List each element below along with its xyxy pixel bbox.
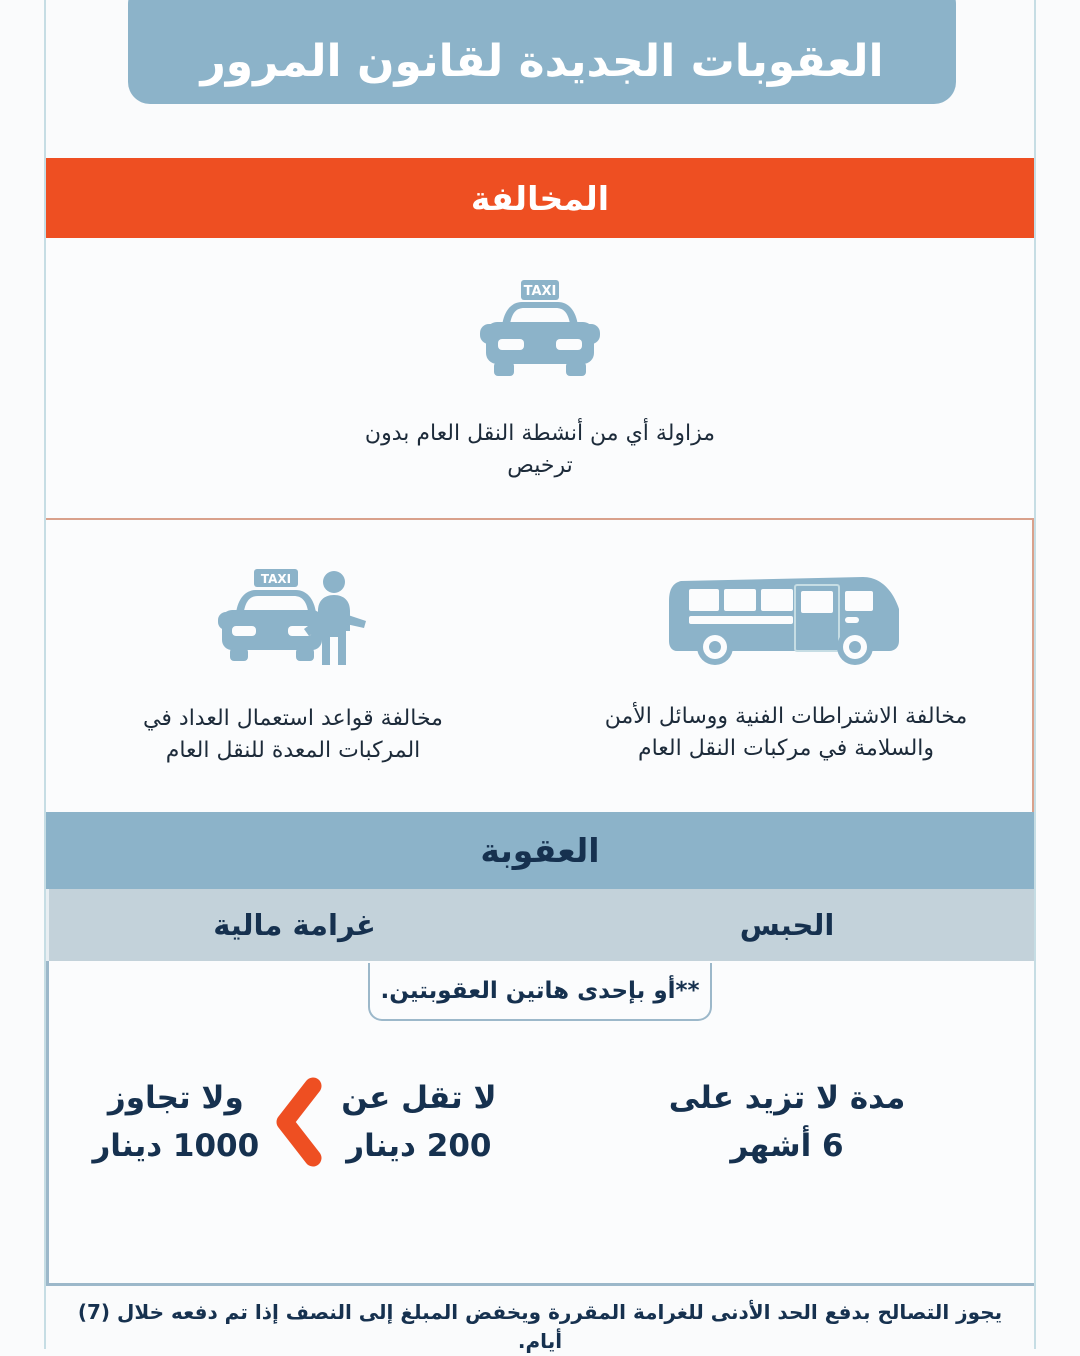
violation-caption: مخالفة الاشتراطات الفنية ووسائل الأمن والسلامة في مركبات النقل العام bbox=[604, 704, 968, 761]
penalty-jail-line2: 6 أشهر bbox=[730, 1128, 844, 1164]
footer-note-text: يجوز التصالح بدفع الحد الأدنى للغرامة المقررة ويخفض المبلغ إلى النصف إذا تم دفعه خلال (7) أيام. bbox=[77, 1300, 1003, 1353]
penalty-fine-max bbox=[92, 1074, 259, 1170]
violation-item-full bbox=[46, 238, 1034, 520]
footer-divider bbox=[46, 1283, 1034, 1286]
footer-note bbox=[46, 1292, 1034, 1353]
penalty-section-header bbox=[46, 812, 1034, 889]
penalty-note-text: **أو بإحدى هاتين العقوبتين. bbox=[380, 978, 700, 1004]
violation-section-label: المخالفة bbox=[470, 178, 610, 218]
penalty-fine-max-line1: ولا تجاوز bbox=[107, 1079, 244, 1116]
penalty-jail-value bbox=[669, 1074, 906, 1170]
page-title: العقوبات الجديدة لقانون المرور bbox=[200, 36, 884, 87]
page-title-banner bbox=[128, 0, 956, 104]
penalty-section-label: العقوبة bbox=[480, 831, 600, 870]
penalty-column-header-fine: غرامة مالية bbox=[46, 889, 540, 961]
taxi-front-icon bbox=[480, 274, 600, 384]
violation-item-bus bbox=[540, 520, 1034, 812]
violation-caption: مخالفة قواعد استعمال العداد في المركبات المعدة للنقل العام bbox=[143, 706, 443, 763]
violation-item-pair bbox=[46, 520, 1034, 812]
penalty-fine-min bbox=[341, 1074, 496, 1170]
penalty-jail-line1: مدة لا تزيد على bbox=[668, 1079, 906, 1116]
violation-item-meter bbox=[46, 520, 540, 812]
penalty-column-headers bbox=[46, 889, 1034, 961]
chevron-left-icon bbox=[273, 1076, 327, 1168]
penalty-fine-min-line1: لا تقل عن bbox=[341, 1079, 497, 1116]
violation-caption: مزاولة أي من أنشطة النقل العام بدون ترخيص bbox=[364, 421, 716, 478]
taxi-meter-person-icon bbox=[218, 565, 368, 669]
svg-text:TAXI: TAXI bbox=[523, 284, 557, 300]
penalty-column-header-jail: الحبس bbox=[739, 908, 835, 942]
violation-section-header bbox=[46, 158, 1034, 238]
penalty-fine-min-line2: 200 دينار bbox=[346, 1128, 492, 1164]
svg-text:TAXI: TAXI bbox=[260, 572, 292, 587]
frame-rule-right bbox=[1034, 0, 1036, 1349]
penalty-note-bubble bbox=[368, 963, 712, 1021]
penalty-fine-max-line2: 1000 دينار bbox=[92, 1128, 260, 1164]
bus-side-icon bbox=[667, 567, 905, 667]
